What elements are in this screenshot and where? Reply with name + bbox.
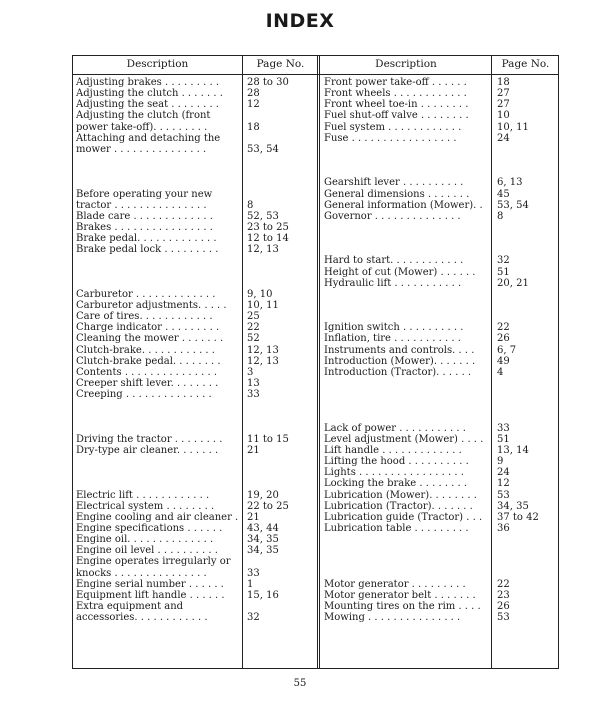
entry-page: 6, 7 <box>497 344 517 356</box>
entry-description: Charge indicator . . . . . . . . . <box>76 322 220 334</box>
entry-description: Fuel system . . . . . . . . . . . . <box>324 121 462 133</box>
entry-description: Equipment lift handle . . . . . . <box>76 589 225 601</box>
entry-description: Introduction (Mower). . . . . . . <box>324 355 476 367</box>
entry-description: Creeper shift lever. . . . . . . . <box>76 378 219 390</box>
entry-description: Instruments and controls. . . . <box>324 344 475 356</box>
entry-description: Lights . . . . . . . . . . . . . . . . . <box>324 467 464 479</box>
entry-description: mower . . . . . . . . . . . . . . . <box>76 143 207 155</box>
entry-page: 53, 54 <box>497 199 529 211</box>
entry-description: Lubrication guide (Tractor) . . . <box>324 511 483 523</box>
entry-page: 34, 35 <box>247 545 279 557</box>
entry-description: Electrical system . . . . . . . . <box>76 500 215 512</box>
entry-page: 1 <box>247 578 254 590</box>
entry-page: 10, 11 <box>247 300 279 311</box>
entry-page: 51 <box>497 433 510 445</box>
entry-description: Lift handle . . . . . . . . . . . . . <box>324 444 462 456</box>
entry-description: accessories. . . . . . . . . . . . <box>76 612 208 624</box>
entry-description: Governor . . . . . . . . . . . . . . <box>324 210 461 222</box>
entry-description: Engine cooling and air cleaner . <box>76 511 239 523</box>
entry-description: Creeping . . . . . . . . . . . . . . <box>76 389 212 401</box>
entry-description: Front wheels . . . . . . . . . . . . <box>324 88 467 100</box>
entry-page: 26 <box>497 333 510 345</box>
entry-page: 13, 14 <box>497 444 529 456</box>
entry-description: knocks . . . . . . . . . . . . . . . <box>76 567 207 579</box>
entry-page: 23 <box>497 589 510 601</box>
entry-description: Engine specifications . . . . . . <box>76 523 223 534</box>
entry-description: Hydraulic lift . . . . . . . . . . . <box>324 277 462 289</box>
entry-page: 53, 54 <box>247 143 279 155</box>
entry-description: Brake pedal lock . . . . . . . . . <box>76 244 219 256</box>
entry-description: Inflation, tire . . . . . . . . . . . <box>324 333 461 345</box>
entry-page: 53 <box>497 612 510 624</box>
entry-description: Hard to start. . . . . . . . . . . . <box>324 255 464 267</box>
entry-description: Blade care . . . . . . . . . . . . . <box>76 210 213 222</box>
right-page-header: Page No. <box>501 58 550 70</box>
entry-page: 12 <box>497 478 510 490</box>
entry-page: 33 <box>497 422 510 434</box>
entry-page: 51 <box>497 266 510 278</box>
entry-description: Driving the tractor . . . . . . . . <box>76 433 223 445</box>
entry-page: 18 <box>497 77 510 88</box>
entry-page: 53 <box>497 489 510 501</box>
entry-page: 20, 21 <box>497 277 529 289</box>
entry-description: Adjusting the seat . . . . . . . . <box>76 99 219 111</box>
entry-page: 25 <box>247 311 260 323</box>
entry-description: Height of cut (Mower) . . . . . . <box>324 266 476 278</box>
entry-page: 12 to 14 <box>247 233 289 245</box>
entry-description: Level adjustment (Mower) . . . . <box>324 433 484 445</box>
index-table <box>72 55 559 669</box>
left-description-header: Description <box>126 58 189 70</box>
entry-page: 10 <box>497 110 510 122</box>
entry-page: 15, 16 <box>247 589 279 601</box>
entry-description: Extra equipment and <box>76 601 184 613</box>
entry-page: 32 <box>497 255 510 267</box>
entry-description: Motor generator belt . . . . . . . <box>324 589 476 601</box>
entry-page: 27 <box>497 88 510 100</box>
entry-description: Lubrication table . . . . . . . . . <box>324 523 469 534</box>
entry-description: Lack of power . . . . . . . . . . . <box>324 422 466 434</box>
entry-page: 28 <box>247 88 260 100</box>
entry-page: 6, 13 <box>497 177 523 189</box>
entry-description: Ignition switch . . . . . . . . . . <box>324 322 464 334</box>
entry-page: 10, 11 <box>497 121 529 133</box>
entry-description: Lubrication (Tractor). . . . . . . <box>324 500 473 512</box>
entry-description: Fuel shut-off valve . . . . . . . . <box>324 110 469 122</box>
entry-page: 11 to 15 <box>247 433 289 445</box>
entry-page: 18 <box>247 121 260 133</box>
entry-description: Adjusting the clutch . . . . . . . <box>76 88 223 100</box>
entry-page: 22 <box>247 322 260 334</box>
entry-page: 32 <box>247 612 260 624</box>
entry-description: Introduction (Tractor). . . . . . <box>324 366 472 378</box>
entry-description: Motor generator . . . . . . . . . <box>324 578 466 590</box>
entry-page: 24 <box>497 132 510 144</box>
entry-description: Carburetor . . . . . . . . . . . . . <box>76 288 216 300</box>
column-divider <box>491 56 492 668</box>
entry-page: 12, 13 <box>247 244 279 256</box>
entry-description: Attaching and detaching the <box>76 132 221 144</box>
entry-description: power take-off). . . . . . . . . <box>76 121 208 133</box>
entry-page: 12 <box>247 99 260 111</box>
entry-page: 27 <box>497 99 510 111</box>
entry-page: 9, 10 <box>247 288 273 300</box>
entry-page: 28 to 30 <box>247 77 289 88</box>
entry-description: Gearshift lever . . . . . . . . . . <box>324 177 464 189</box>
entry-description: Mowing . . . . . . . . . . . . . . . <box>324 612 461 624</box>
entry-page: 33 <box>247 567 260 579</box>
entry-description: Cleaning the mower . . . . . . . <box>76 333 224 345</box>
entry-description: Locking the brake . . . . . . . . <box>324 478 468 490</box>
entry-page: 34, 35 <box>247 534 279 546</box>
right-description-header: Description <box>375 58 437 70</box>
entry-page: 26 <box>497 601 510 613</box>
entry-page: 21 <box>247 511 260 523</box>
entry-page: 24 <box>497 467 510 479</box>
entry-page: 34, 35 <box>497 500 529 512</box>
entry-page: 19, 20 <box>247 489 279 501</box>
entry-description: Adjusting the clutch (front <box>76 110 211 122</box>
entry-description: Front power take-off . . . . . . <box>324 77 467 88</box>
entry-description: Engine oil level . . . . . . . . . . <box>76 545 218 557</box>
entry-description: Adjusting brakes . . . . . . . . . <box>76 77 220 88</box>
entry-description: Engine serial number . . . . . . <box>76 578 224 590</box>
page-number: 55 <box>293 678 307 689</box>
entry-description: Brakes . . . . . . . . . . . . . . . . <box>76 221 213 233</box>
entry-description: Clutch-brake pedal. . . . . . . . <box>76 355 221 367</box>
center-divider <box>317 56 320 668</box>
entry-page: 37 to 42 <box>497 511 539 523</box>
entry-page: 45 <box>497 188 510 200</box>
entry-description: Fuse . . . . . . . . . . . . . . . . . <box>324 132 457 144</box>
entry-page: 8 <box>247 199 254 211</box>
entry-page: 22 to 25 <box>247 500 289 512</box>
entry-description: Electric lift . . . . . . . . . . . . <box>76 489 210 501</box>
entry-page: 52, 53 <box>247 210 279 222</box>
entry-description: Engine oil. . . . . . . . . . . . . . <box>76 534 214 546</box>
entry-page: 43, 44 <box>247 523 279 534</box>
entry-page: 52 <box>247 333 260 345</box>
entry-page: 36 <box>497 523 510 534</box>
entry-description: Brake pedal. . . . . . . . . . . . . <box>76 233 217 245</box>
entry-description: Lubrication (Mower). . . . . . . . <box>324 489 477 501</box>
entry-description: tractor . . . . . . . . . . . . . . . <box>76 199 207 211</box>
entry-description: Lifting the hood . . . . . . . . . . <box>324 456 469 468</box>
entry-description: General dimensions . . . . . . . <box>324 188 470 200</box>
entry-page: 23 to 25 <box>247 221 289 233</box>
entry-description: Clutch-brake. . . . . . . . . . . . <box>76 344 215 356</box>
entry-page: 22 <box>497 578 510 590</box>
entry-description: Dry-type air cleaner. . . . . . . <box>76 444 219 456</box>
entry-page: 49 <box>497 355 510 367</box>
entry-page: 12, 13 <box>247 355 279 367</box>
header-divider <box>73 74 558 75</box>
entry-page: 9 <box>497 456 504 468</box>
entry-page: 21 <box>247 444 260 456</box>
entry-page: 22 <box>497 322 510 334</box>
page-title: INDEX <box>265 10 335 32</box>
left-page-header: Page No. <box>256 58 305 70</box>
entry-page: 8 <box>497 210 504 222</box>
entry-description: General information (Mower). . <box>324 199 483 211</box>
column-divider <box>242 56 243 668</box>
entry-description: Mounting tires on the rim . . . . <box>324 601 481 613</box>
entry-page: 12, 13 <box>247 344 279 356</box>
entry-description: Front wheel toe-in . . . . . . . . <box>324 99 469 111</box>
entry-page: 13 <box>247 378 260 390</box>
entry-page: 33 <box>247 389 260 401</box>
entry-page: 4 <box>497 366 504 378</box>
entry-description: Carburetor adjustments. . . . . <box>76 300 227 311</box>
entry-description: Contents . . . . . . . . . . . . . . . <box>76 366 218 378</box>
entry-description: Engine operates irregularly or <box>76 556 231 568</box>
entry-description: Care of tires. . . . . . . . . . . . <box>76 311 213 323</box>
entry-description: Before operating your new <box>76 188 213 200</box>
entry-page: 3 <box>247 366 254 378</box>
